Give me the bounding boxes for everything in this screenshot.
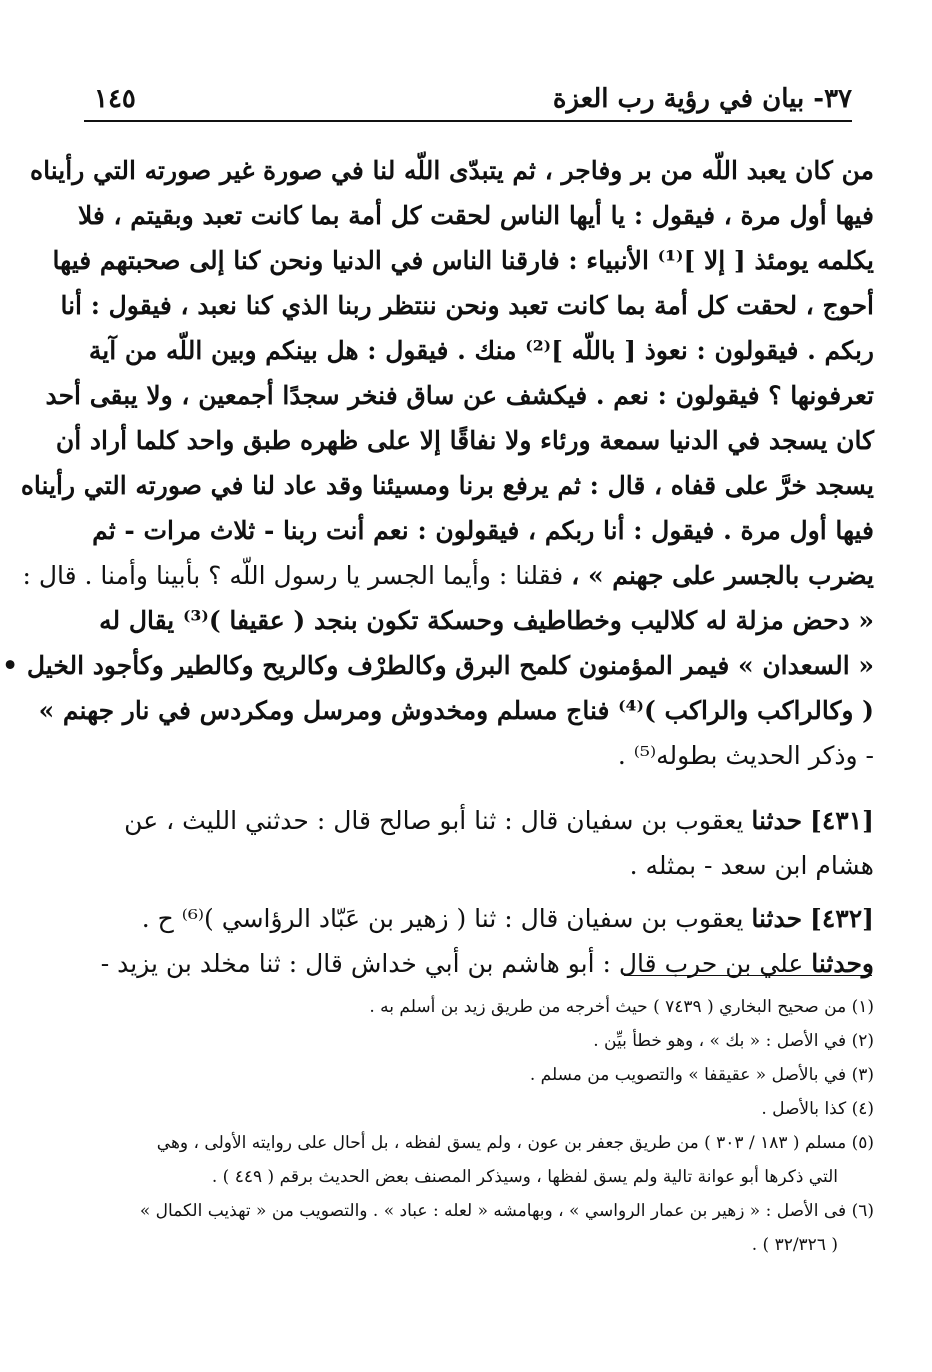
hadith-432-line xyxy=(82,896,874,941)
text-line xyxy=(22,553,874,598)
hadith-lead: حدثنا xyxy=(751,806,803,835)
hadith-431-line xyxy=(82,798,874,843)
footnote: (١) من صحيح البخاري ( ٧٤٣٩ ) حيث أخرجه من طريق زيد بن أسلم به . xyxy=(369,997,874,1017)
footnote-continuation: ( ٣٢/٣٢٦ ) . xyxy=(751,1235,838,1255)
footnote-rule xyxy=(624,975,872,976)
text-line: يسجد خرَّ على قفاه ، قال : ثم يرفع برنا ومسيئنا وقد عاد لنا في صورته التي رأيناه xyxy=(20,471,874,500)
text-line: « دحض مزلة له كلاليب وخطاطيف وحسكة تكون بنجد ( عقيفا )⁽³⁾ يقال له xyxy=(99,606,874,635)
header-rule xyxy=(84,120,852,122)
paragraph-gap xyxy=(82,888,874,896)
footnotes xyxy=(82,990,874,1262)
paragraph-gap xyxy=(82,778,874,798)
footnote: (٥) مسلم ( ١٨٣ / ٣٠٣ ) من طريق جعفر بن عون ، ولم يسق لفظه ، بل أحال على روايته الأولى ، وهي xyxy=(156,1133,874,1153)
text-line: ربكم . فيقولون : نعوذ [ باللّه ]⁽²⁾ منك . فيقول : هل بينكم وبين اللّه من آية xyxy=(88,336,874,365)
text-line: ( وكالراكب والراكب )⁽⁴⁾ فناج مسلم ومخدوش ومرسل ومكردس في نار جهنم » xyxy=(38,696,874,725)
footnote: (٢) في الأصل : « بك » ، وهو خطأ بيِّن . xyxy=(593,1031,874,1051)
text-line: يكلمه يومئذ [ إلا ]⁽¹⁾ الأنبياء : فارقنا الناس في الدنيا ونحن كنا إلى صحبتهم فيها xyxy=(52,246,874,275)
hadith-text: يعقوب بن سفيان قال : ثنا أبو صالح قال : حدثني الليث ، عن xyxy=(124,806,752,835)
hadith-number: [٤٣١] xyxy=(810,806,874,835)
text-line: « السعدان » فيمر المؤمنون كلمح البرق وكالطرْف وكالريح وكالطير وكأجود الخيل • xyxy=(2,651,874,680)
text-regular-segment: فقلنا : وأيما الجسر يا رسول اللّه ؟ بأبينا وأمنا . قال : xyxy=(22,561,572,590)
text-line: كان يسجد في الدنيا سمعة ورئاء ولا نفاقًا إلا على ظهره طبق واحد كلما أراد أن xyxy=(55,426,874,455)
footnote: (٣) في بالأصل « عقيقفا » والتصويب من مسلم . xyxy=(529,1065,874,1085)
hadith-431-line: هشام ابن سعد - بمثله . xyxy=(629,851,874,880)
hadith-text: علي بن حرب قال : أبو هاشم بن أبي خداش قال : ثنا مخلد بن يزيد - xyxy=(100,949,812,978)
chapter-title: ٣٧- بيان في رؤية رب العزة xyxy=(552,84,852,114)
page-number: ١٤٥ xyxy=(94,84,136,114)
hadith-lead: حدثنا xyxy=(751,904,803,933)
text-line: - وذكر الحديث بطوله⁽⁵⁾ . xyxy=(617,741,874,770)
hadith-lead: وحدثنا xyxy=(811,949,874,978)
page-header xyxy=(84,78,852,122)
main-text xyxy=(2,148,874,986)
hadith-number: [٤٣٢] xyxy=(810,904,874,933)
footnote: (٦) فى الأصل : « زهير بن عمار الرواسي » ، وبهامشه « لعله : عباد » . والتصويب من « تهذيب الكمال » xyxy=(139,1201,874,1221)
text-line: من كان يعبد اللّه من بر وفاجر ، ثم يتبدّى اللّه لنا في صورة غير صورته التي رأيناه xyxy=(30,156,874,185)
text-line: أحوج ، لحقت كل أمة بما كانت تعبد ونحن ننتظر ربنا الذي كنا نعبد ، فيقول : أنا xyxy=(60,291,874,320)
text-line: فيها أول مرة ، فيقول : يا أيها الناس لحقت كل أمة بما كانت تعبد وبقيتم ، فلا xyxy=(77,201,874,230)
text-line: فيها أول مرة . فيقول : أنا ربكم ، فيقولون : نعم أنت ربنا - ثلاث مرات - ثم xyxy=(92,516,874,545)
hadith-432-line xyxy=(82,941,874,986)
text-line: تعرفونها ؟ فيقولون : نعم . فيكشف عن ساق فنخر سجدًا أجمعين ، ولا يبقى أحد xyxy=(45,381,874,410)
footnote-continuation: التي ذكرها أبو عوانة تالية ولم يسق لفظها ، وسيذكر المصنف بعض الحديث برقم ( ٤٤٩ ) . xyxy=(211,1167,838,1187)
hadith-text: يعقوب بن سفيان قال : ثنا ( زهير بن عَبّاد الرؤاسي )⁽⁶⁾ ح . xyxy=(141,904,752,933)
footnote: (٤) كذا بالأصل . xyxy=(761,1099,874,1119)
text-bold-segment: يضرب بالجسر على جهنم » ، xyxy=(571,561,874,590)
